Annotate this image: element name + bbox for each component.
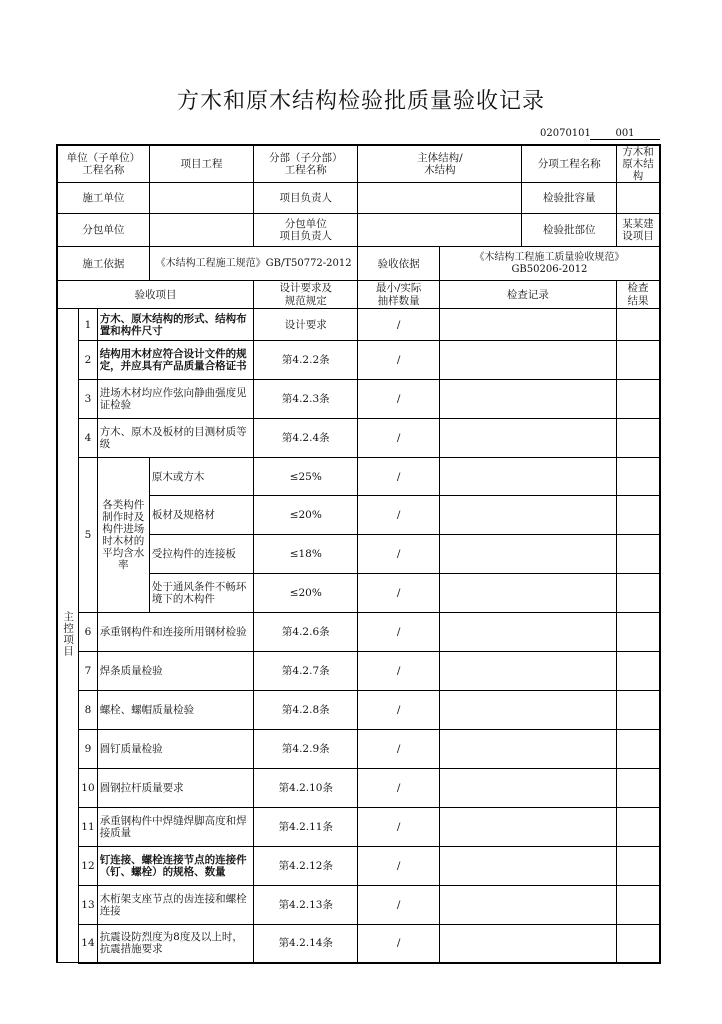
item-sample[interactable]: /	[358, 808, 439, 847]
moisture-item-text: 受拉构件的连接板	[149, 535, 253, 574]
item-text: 承重钢构件中焊缝焊脚高度和焊接质量	[97, 808, 253, 847]
item-sample[interactable]: /	[358, 769, 439, 808]
item-record[interactable]	[439, 380, 616, 419]
basis-value[interactable]: 《木结构工程施工规范》GB/T50772-2012	[149, 247, 358, 281]
moisture-sample[interactable]: /	[358, 574, 439, 613]
item-sample[interactable]: /	[358, 652, 439, 691]
item-text: 方木、原木结构的形式、结构布置和构件尺寸	[97, 309, 253, 341]
moisture-result[interactable]	[616, 574, 660, 613]
item-record[interactable]	[439, 769, 616, 808]
col-result-header: 检查 结果	[616, 281, 660, 309]
moisture-sample[interactable]: /	[358, 496, 439, 535]
item-result[interactable]	[616, 380, 660, 419]
main-control-label: 主控项目	[57, 309, 79, 963]
item-number: 14	[79, 925, 97, 963]
moisture-record[interactable]	[439, 535, 616, 574]
subitem-label: 分项工程名称	[522, 145, 617, 183]
moisture-sample[interactable]: /	[358, 535, 439, 574]
item-text: 钉连接、螺栓连接节点的连接件（钉、螺栓）的规格、数量	[97, 847, 253, 886]
item-sample[interactable]: /	[358, 613, 439, 652]
item-number: 11	[79, 808, 97, 847]
col-record-header: 检查记录	[439, 281, 616, 309]
item-text: 螺栓、螺帽质量检验	[97, 691, 253, 730]
item-result[interactable]	[616, 341, 660, 380]
item-sample[interactable]: /	[358, 309, 439, 341]
unit-value[interactable]: 项目工程	[149, 145, 253, 183]
item-design: 第4.2.7条	[254, 652, 358, 691]
item-text: 进场木材均应作弦向静曲强度见证检验	[97, 380, 253, 419]
item-record[interactable]	[439, 691, 616, 730]
item-sample[interactable]: /	[358, 691, 439, 730]
capacity-value[interactable]	[616, 183, 660, 214]
item-design: 第4.2.8条	[254, 691, 358, 730]
item-result[interactable]	[616, 309, 660, 341]
item-number: 6	[79, 613, 97, 652]
col-sample-header: 最小/实际 抽样数量	[358, 281, 439, 309]
pm-value[interactable]	[358, 183, 522, 214]
col-design-header: 设计要求及 规范规定	[254, 281, 358, 309]
item-number: 1	[79, 309, 97, 341]
item-record[interactable]	[439, 808, 616, 847]
item-result[interactable]	[616, 652, 660, 691]
item-result[interactable]	[616, 419, 660, 458]
item-number: 4	[79, 419, 97, 458]
item-record[interactable]	[439, 847, 616, 886]
item-design: 第4.2.3条	[254, 380, 358, 419]
item-number: 7	[79, 652, 97, 691]
item-design: 第4.2.4条	[254, 419, 358, 458]
moisture-item-text: 处于通风条件不畅环境下的木构件	[149, 574, 253, 613]
moisture-design: ≤20%	[254, 496, 358, 535]
item-number: 13	[79, 886, 97, 925]
capacity-label: 检验批容量	[522, 183, 617, 214]
sub-pm-label: 分包单位 项目负责人	[254, 214, 358, 247]
item-result[interactable]	[616, 886, 660, 925]
moisture-sample[interactable]: /	[358, 458, 439, 496]
item-text: 承重钢构件和连接所用钢材检验	[97, 613, 253, 652]
moisture-design: ≤25%	[254, 458, 358, 496]
moisture-result[interactable]	[616, 496, 660, 535]
item-design: 第4.2.11条	[254, 808, 358, 847]
item-record[interactable]	[439, 419, 616, 458]
moisture-item-text: 原木或方木	[149, 458, 253, 496]
moisture-design: ≤20%	[254, 574, 358, 613]
acceptance-basis-value[interactable]: 《木结构工程施工质量验收规范》 GB50206-2012	[439, 247, 660, 281]
item-design: 第4.2.10条	[254, 769, 358, 808]
item-record[interactable]	[439, 925, 616, 963]
page-title: 方木和原木结构检验批质量验收记录	[176, 89, 545, 114]
item-record[interactable]	[439, 730, 616, 769]
item-result[interactable]	[616, 691, 660, 730]
item-record[interactable]	[439, 341, 616, 380]
item-text: 圆钢拉杆质量要求	[97, 769, 253, 808]
item-design: 第4.2.2条	[254, 341, 358, 380]
record-code	[540, 128, 660, 140]
item-result[interactable]	[616, 808, 660, 847]
item-result[interactable]	[616, 769, 660, 808]
subcontractor-value[interactable]	[149, 214, 253, 247]
part-value[interactable]: 某某建设项目	[616, 214, 660, 247]
item-text: 焊条质量检验	[97, 652, 253, 691]
moisture-result[interactable]	[616, 535, 660, 574]
item-sample[interactable]: /	[358, 925, 439, 963]
col-item-header: 验收项目	[57, 281, 254, 309]
item-number: 5	[79, 458, 97, 613]
sub-pm-value[interactable]	[358, 214, 522, 247]
item-design: 第4.2.14条	[254, 925, 358, 963]
moisture-item-text: 板材及规格材	[149, 496, 253, 535]
acceptance-basis-label: 验收依据	[358, 247, 439, 281]
subcontractor-label: 分包单位	[57, 214, 149, 247]
moisture-group-label: 各类构件制作时及构件进场时木材的平均含水率	[97, 458, 149, 613]
item-text: 抗震设防烈度为8度及以上时，抗震措施要求	[97, 925, 253, 963]
item-sample[interactable]: /	[358, 419, 439, 458]
inspection-table	[56, 144, 661, 964]
moisture-record[interactable]	[439, 496, 616, 535]
item-design: 第4.2.12条	[254, 847, 358, 886]
record-number: 02070101	[540, 128, 591, 139]
item-record[interactable]	[439, 613, 616, 652]
item-sample[interactable]: /	[358, 380, 439, 419]
item-result[interactable]	[616, 730, 660, 769]
basis-label: 施工依据	[57, 247, 149, 281]
item-number: 10	[79, 769, 97, 808]
contractor-value[interactable]	[149, 183, 253, 214]
item-result[interactable]	[616, 925, 660, 963]
unit-label: 单位（子单位） 工程名称	[57, 145, 149, 183]
item-number: 12	[79, 847, 97, 886]
item-design: 第4.2.9条	[254, 730, 358, 769]
item-text: 方木、原木及板材的目测材质等级	[97, 419, 253, 458]
moisture-record[interactable]	[439, 574, 616, 613]
item-record[interactable]	[439, 886, 616, 925]
item-sample[interactable]: /	[358, 730, 439, 769]
moisture-record[interactable]	[439, 458, 616, 496]
item-sample[interactable]: /	[358, 341, 439, 380]
item-record[interactable]	[439, 652, 616, 691]
item-design: 第4.2.13条	[254, 886, 358, 925]
item-result[interactable]	[616, 613, 660, 652]
item-number: 9	[79, 730, 97, 769]
moisture-result[interactable]	[616, 458, 660, 496]
item-text: 木桁架支座节点的齿连接和螺栓连接	[97, 886, 253, 925]
item-number: 8	[79, 691, 97, 730]
item-text: 结构用木材应符合设计文件的规定，并应具有产品质量合格证书	[97, 341, 253, 380]
contractor-label: 施工单位	[57, 183, 149, 214]
item-number: 2	[79, 341, 97, 380]
item-number: 3	[79, 380, 97, 419]
item-result[interactable]	[616, 847, 660, 886]
item-sample[interactable]: /	[358, 847, 439, 886]
moisture-design: ≤18%	[254, 535, 358, 574]
division-value[interactable]: 主体结构/ 木结构	[358, 145, 522, 183]
part-label: 检验批部位	[522, 214, 617, 247]
division-label: 分部（子分部） 工程名称	[254, 145, 358, 183]
item-design: 设计要求	[254, 309, 358, 341]
item-text: 圆钉质量检验	[97, 730, 253, 769]
item-design: 第4.2.6条	[254, 613, 358, 652]
subitem-value[interactable]: 方木和原木结构	[616, 145, 660, 183]
item-sample[interactable]: /	[358, 886, 439, 925]
item-record[interactable]	[439, 309, 616, 341]
pm-label: 项目负责人	[254, 183, 358, 214]
record-sequence: 001	[590, 128, 660, 140]
